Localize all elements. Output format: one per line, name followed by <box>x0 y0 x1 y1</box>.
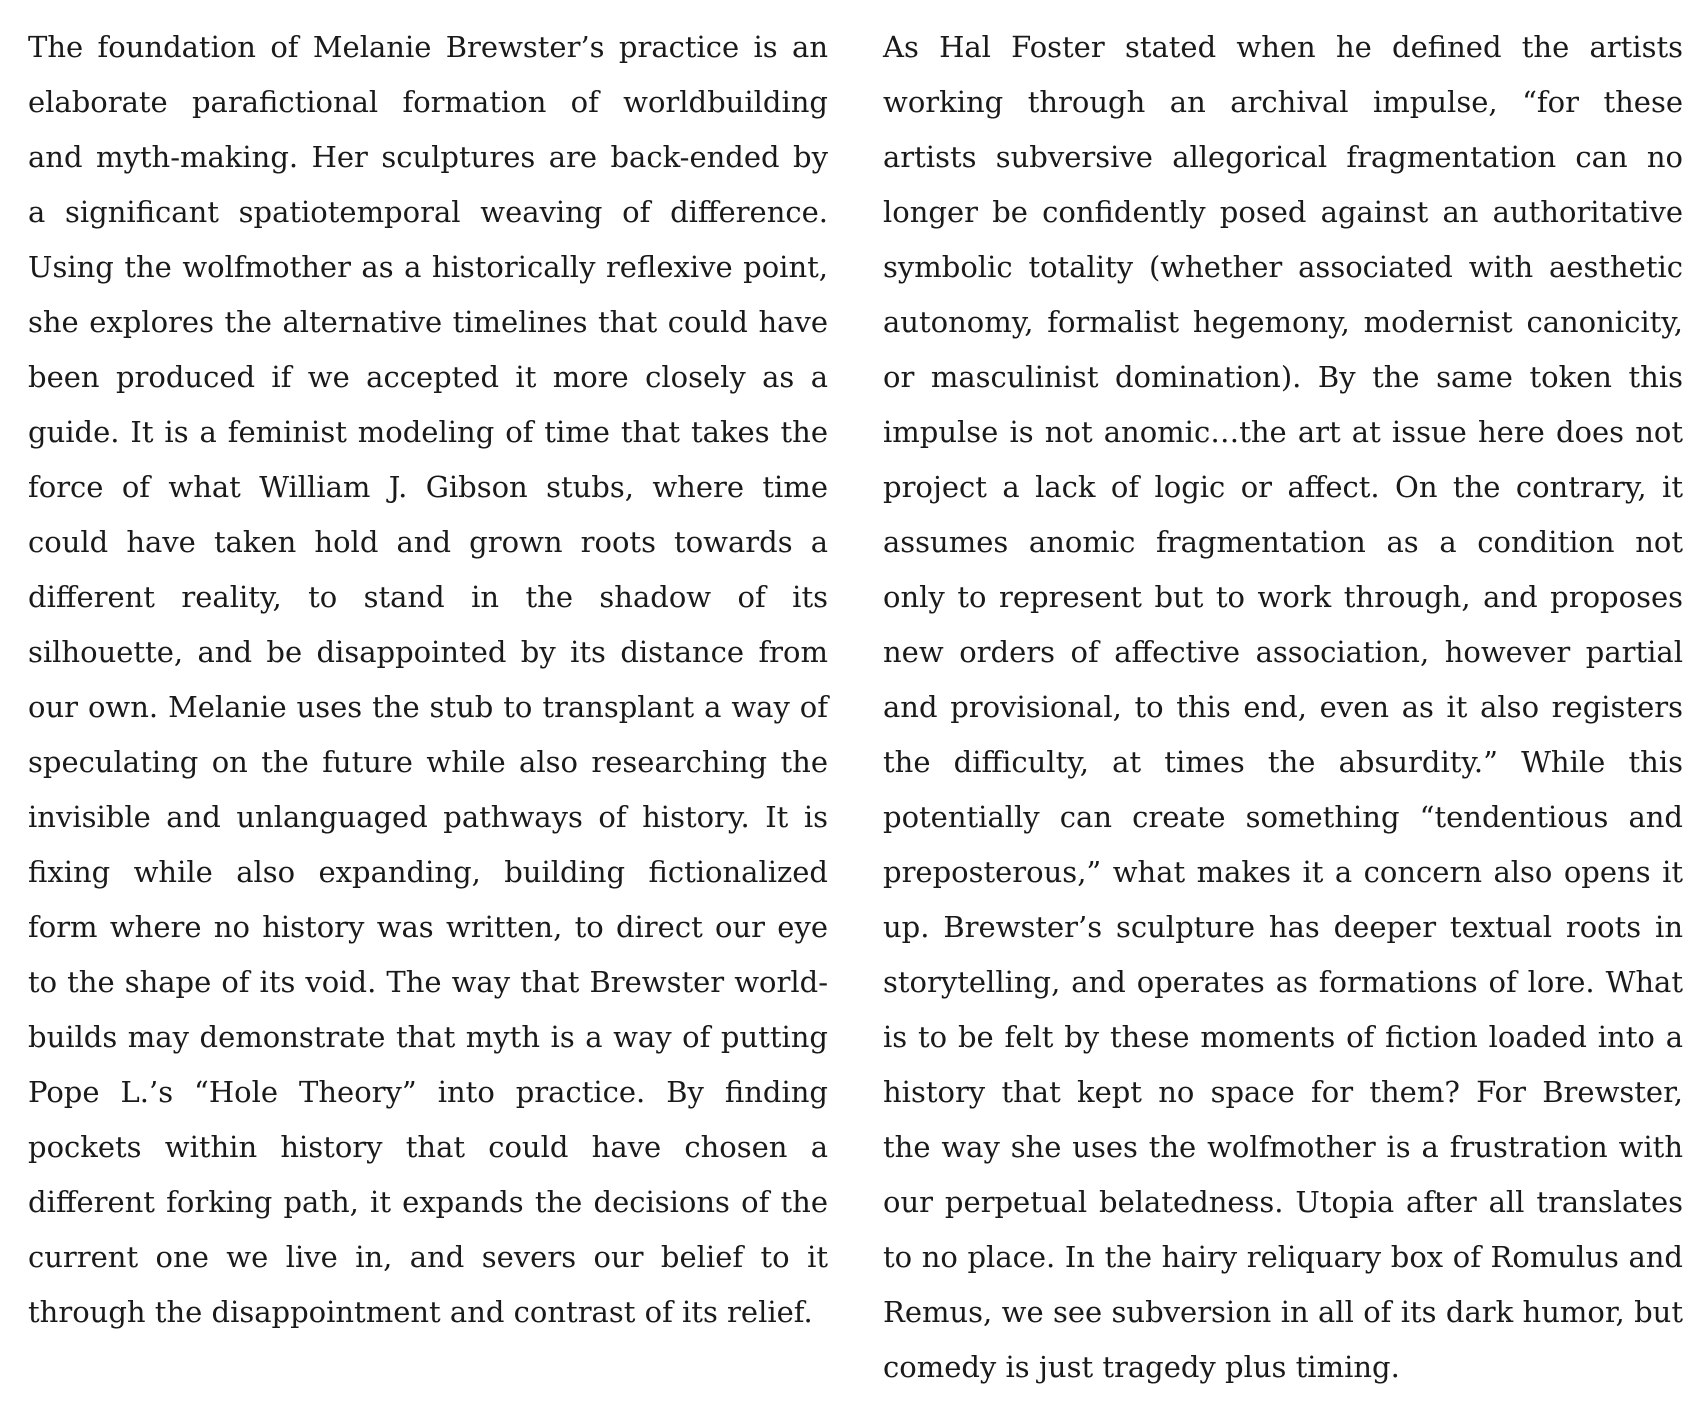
right-column <box>883 20 1683 1395</box>
right-paragraph: As Hal Foster stated when he defined the artists working through an archival impulse, “for these artists subversive allegorical fragmentation can no longer be confidently posed against an authoritative symbolic totality (whether associated with aesthetic autonomy, formalist hegemony, modernist canonicity, or masculinist domination). By the same token this impulse is not anomic…the art at issue here does not project a lack of logic or affect. On the contrary, it assumes anomic fragmentation as a condition not only to represent but to work through, and proposes new orders of affective association, however partial and provisional, to this end, even as it also registers the difficulty, at times the absurdity.” While this potentially can create something “tendentious and preposterous,” what makes it a concern also opens it up. Brewster’s sculpture has deeper textual roots in storytelling, and operates as formations of lore. What is to be felt by these moments of fiction loaded into a history that kept no space for them? For Brewster, the way she uses the wolfmother is a frustration with our perpetual belatedness. Utopia after all translates to no place. In the hairy reliquary box of Romulus and Remus, we see subversion in all of its dark humor, but comedy is just tragedy plus timing. <box>883 30 1683 1384</box>
left-column <box>28 20 828 1395</box>
left-paragraph: The foundation of Melanie Brewster’s practice is an elaborate parafictional formation of worldbuilding and myth-making. Her sculptures are back-ended by a significant spatiotemporal weaving of difference. Using the wolfmother as a historically reflexive point, she explores the alternative timelines that could have been produced if we accepted it more closely as a guide. It is a feminist modeling of time that takes the force of what William J. Gibson stubs, where time could have taken hold and grown roots towards a different reality, to stand in the shadow of its silhouette, and be disappointed by its distance from our own. Melanie uses the stub to transplant a way of speculating on the future while also researching the invisible and unlanguaged pathways of history. It is fixing while also expanding, building fictionalized form where no history was written, to direct our eye to the shape of its void. The way that Brewster world-builds may demonstrate that myth is a way of putting Pope L.’s “Hole Theory” into practice. By finding pockets within history that could have chosen a different forking path, it expands the decisions of the current one we live in, and severs our belief to it through the disappointment and contrast of its relief. <box>28 30 828 1329</box>
text-columns <box>28 20 1683 1395</box>
